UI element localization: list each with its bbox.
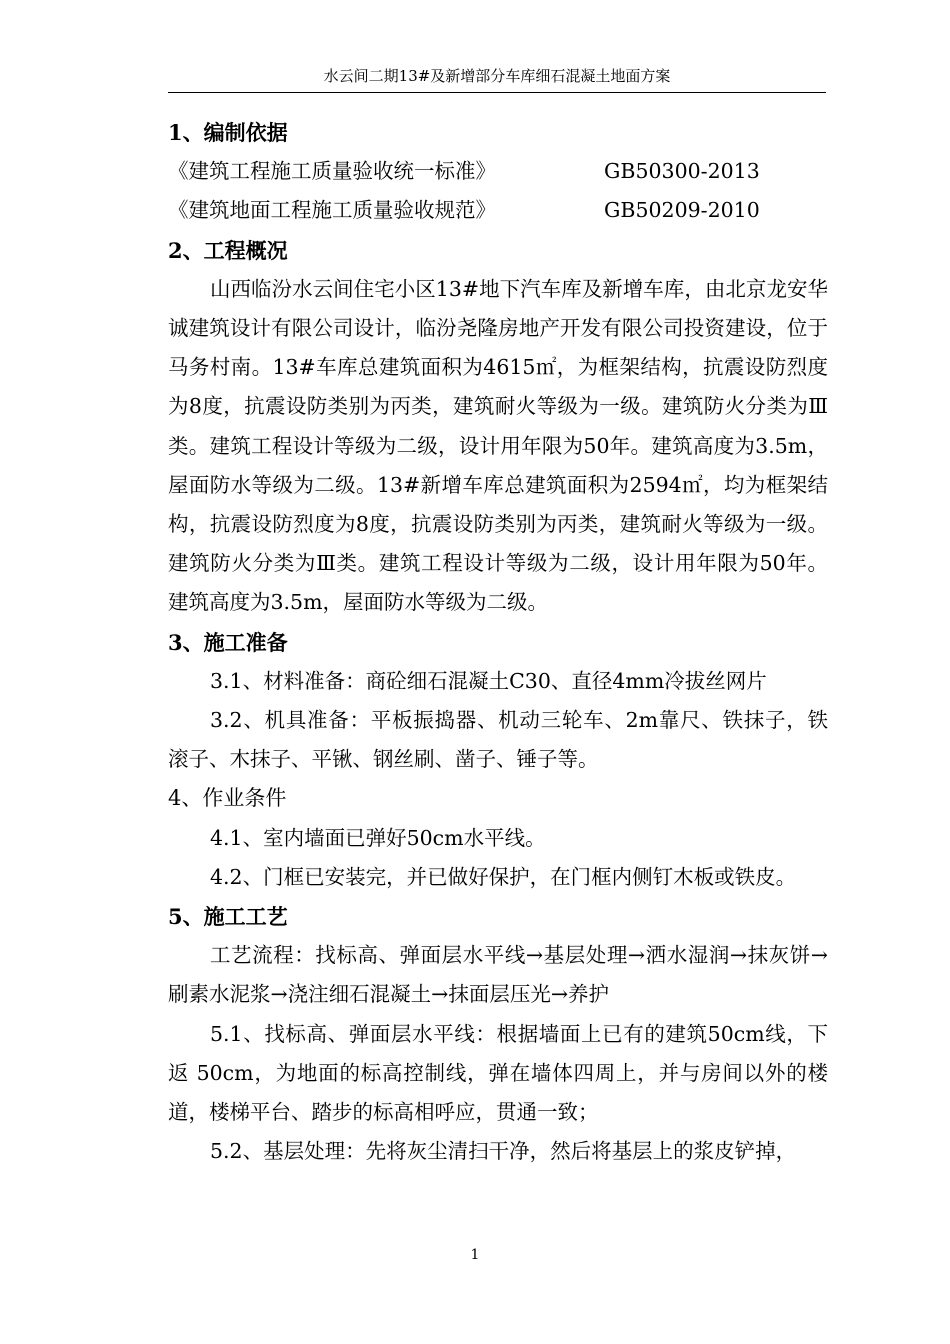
project-overview-paragraph: 山西临汾水云间住宅小区13#地下汽车库及新增车库，由北京龙安华诚建筑设计有限公司设计，临汾尧隆房地产开发有限公司投资建设，位于马务村南。13#车库总建筑面积为4615㎡，为框架结构，抗震设防烈度为8度，抗震设防类别为丙类，建筑耐火等级为一级。建筑防火分类为Ⅲ类。建筑工程设计等级为二级，设计用年限为50年。建筑高度为3.5m，屋面防水等级为二级。13#新增车库总建筑面积为2594㎡，均为框架结构，抗震设防烈度为8度，抗震设防类别为丙类，建筑耐火等级为一级。建筑防火分类为Ⅲ类。建筑工程设计等级为二级，设计用年限为50年。建筑高度为3.5m，屋面防水等级为二级。 [168,276,828,615]
standard-reference-2 [168,191,828,230]
section-heading-3: 3、施工准备 [168,629,288,655]
process-step-5-2: 5.2、基层处理：先将灰尘清扫干净，然后将基层上的浆皮铲掉， [210,1139,797,1164]
standard-name: 《建筑地面工程施工质量验收规范》 [168,198,496,223]
section-heading-1: 1、编制依据 [168,120,288,145]
document-body [168,113,828,1171]
process-step-5-1: 5.1、找标高、弹面层水平线：根据墙面上已有的建筑50cm线，下返 50cm，为地面的标高控制线，弹在墙体四周上，并与房间以外的楼道，楼梯平台、踏步的标高相呼应，贯通一致； [168,1021,828,1125]
standard-reference-1 [168,152,828,191]
standard-name: 《建筑工程施工质量验收统一标准》 [168,159,496,184]
page-number: 1 [470,1247,480,1263]
header-rule [168,92,826,93]
tool-preparation: 3.2、机具准备：平板振捣器、机动三轮车、2m靠尺、铁抹子，铁滚子、木抹子、平锹、钢丝刷、凿子、锤子等。 [168,708,828,772]
section-heading-2: 2、工程概况 [168,237,288,263]
work-condition-1: 4.1、室内墙面已弹好50cm水平线。 [210,825,546,850]
section-heading-5: 5、施工工艺 [168,904,288,930]
section-heading-4: 4、作业条件 [168,786,287,811]
standard-code: GB50209-2010 [604,198,760,223]
standard-code: GB50300-2013 [604,159,760,184]
material-preparation: 3.1、材料准备：商砼细石混凝土C30、直径4mm冷拔丝网片 [210,668,767,693]
page-header-title: 水云间二期13#及新增部分车库细石混凝土地面方案 [323,67,671,85]
process-flow: 工艺流程：找标高、弹面层水平线→基层处理→洒水湿润→抹灰饼→刷素水泥浆→浇注细石混凝土→抹面层压光→养护 [168,943,828,1007]
work-condition-2: 4.2、门框已安装完，并已做好保护，在门框内侧钉木板或铁皮。 [210,864,797,889]
